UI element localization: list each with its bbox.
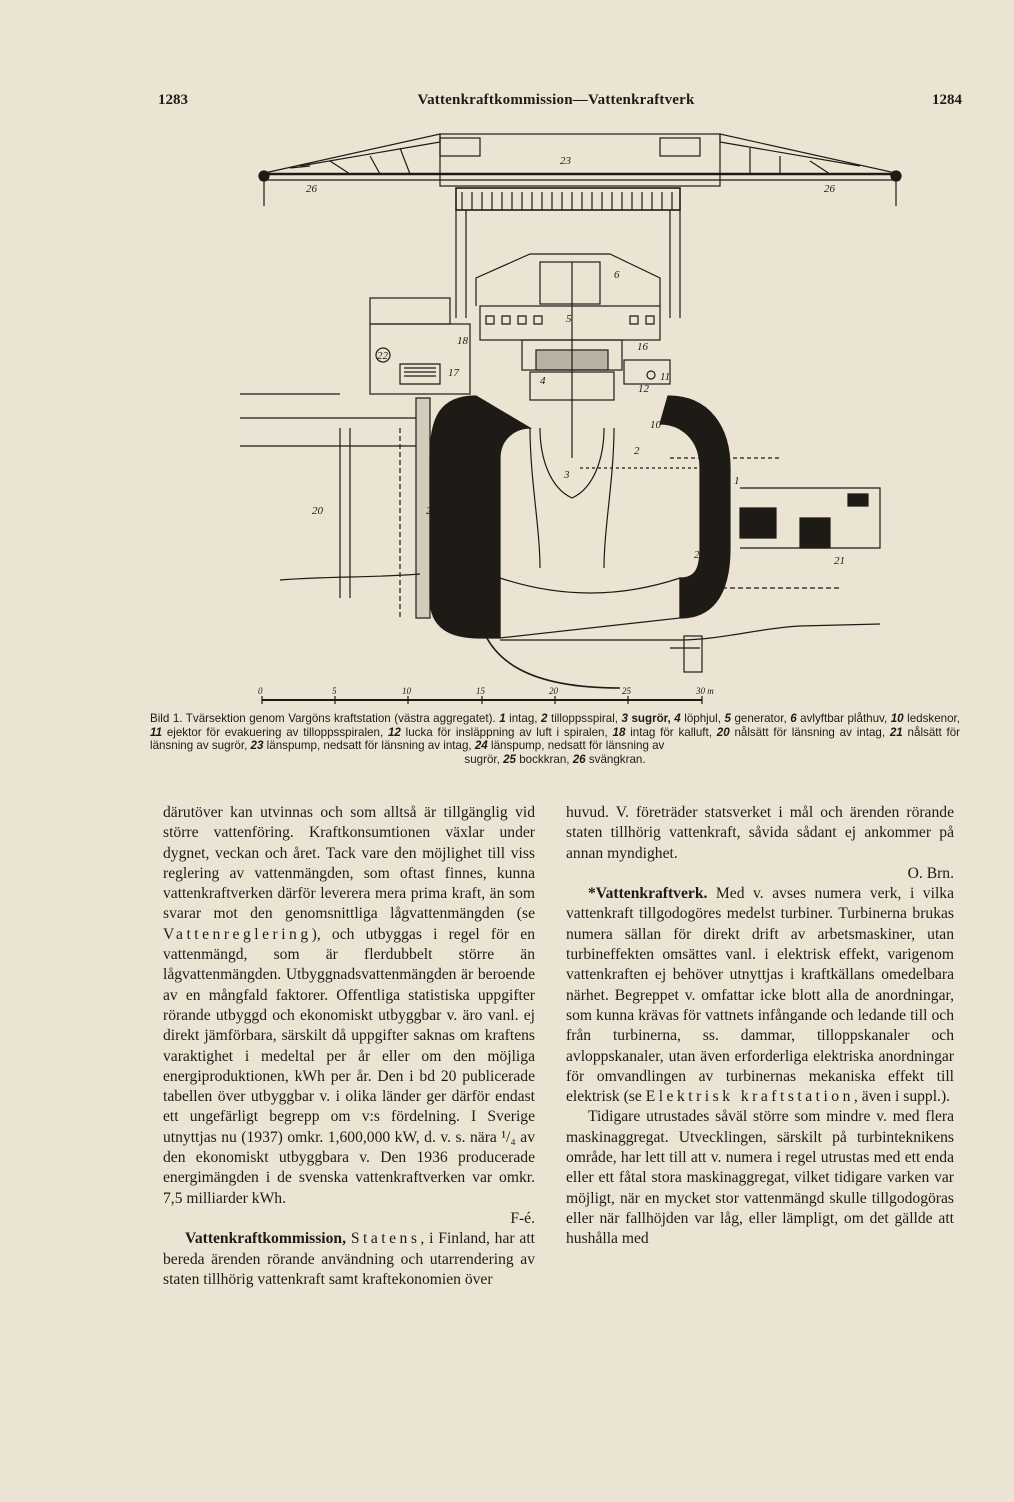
body-text: ), och utbyggas i regel för en vattenmängd, som är flerdubbelt större än lågvattenmängden. Utbyggnadsvattenmängden är beroende av en mångfald faktorer. Offentliga statistiska uppgifter rörande utbyggd och ekonomiskt utbyggbar v. äro vanl. ej direkt jämförbara, särskilt då uppgifter saknas om kraftens varaktighet i medeltal per år eller om den möjliga energiproduktionen, kWh per år. Den i bd 20 publicerade tabellen över utbyggbar v. i olika länder ger därför endast ett ungefärligt begrepp om v:s fördelning. I Sverige utnyttjas nu (1937) omkr. 1,600,000 kW, d. v. s. nära — [163, 925, 535, 1146]
running-header — [150, 90, 962, 114]
scale-label-15: 15 — [476, 686, 485, 696]
caption-text: Tvärsektion genom Vargöns kraftstation (västra aggregatet). — [182, 712, 500, 725]
caption-text: länspump, nedsatt för länsning av — [487, 739, 665, 753]
entry-qualifier: Statens — [350, 1230, 421, 1248]
label-1: 1 — [734, 475, 740, 487]
label-10: 10 — [650, 419, 661, 431]
label-18: 18 — [457, 335, 468, 347]
body-text: huvud. V. företräder statsverket i mål och ärenden rörande staten tillhörig vattenkraft, såvida sådant ej ankommer på annan myndighet. — [566, 804, 954, 862]
caption-text: ejektor för evakuering av tilloppsspiralen, — [162, 725, 388, 739]
caption-figure-number: Bild 1. — [150, 712, 183, 725]
cross-reference-elektrisk-kraftstation: Elektrisk kraftstation — [645, 1088, 854, 1106]
body-text: Med v. avses numera verk, i vilka vattenkraft tillgodogöres medelst turbiner. Turbinerna brukas numera sällan för direkt drift av arbetsmaskiner, utan turbineffekten omsättes vanl. i elektrisk effekt, varigenom vattenkraften ej behöver utnyttjas i kraftkällans omedelbara närhet. Begreppet v. omfattar icke blott alla de anordningar, som kunna krävas för vattnets infångande och ledande till och från turbinerna, ss. dammar, tilloppskanaler och avloppskanaler, utan även erforderliga elektriska anordningar för omvandlingen av turbinernas mekaniska effekt till elektrisk (se — [566, 885, 954, 1106]
paragraph-continuation — [566, 803, 954, 884]
running-title: Vattenkraftkommission—Vattenkraftverk — [417, 92, 695, 108]
label-23-crane: 23 — [560, 155, 571, 167]
caption-num: 10 — [890, 712, 904, 725]
caption-text: intag, — [505, 712, 542, 725]
caption-text: länspump, nedsatt för länsning av intag, — [263, 739, 475, 753]
caption-text: avlyftbar plåthuv, — [796, 712, 891, 725]
label-4: 4 — [540, 375, 546, 387]
caption-num: 23 — [250, 739, 264, 753]
caption-num: 1 — [499, 712, 506, 725]
cross-reference-vattenreglering: Vattenreglering — [163, 925, 312, 943]
caption-num: 20 — [716, 725, 730, 739]
caption-num: 12 — [387, 725, 401, 739]
caption-num: 5 — [724, 712, 731, 725]
caption-text: bockkran, — [516, 752, 573, 766]
caption-num: 24 — [474, 739, 488, 753]
caption-text: löphjul, — [680, 712, 725, 725]
body-text: därutöver kan utvinnas och som alltså är tillgänglig vid större vattenföring. Kraftkonsumtionen växlar under dygnet, veckan och året. Tack vare den möjlighet till viss reglering av vattenmängden, som oftast finnes, kunna vattenkraftverken därför leverera mera prima kraft, än som svarar mot den genomsnittliga lågvattenmängden (se — [163, 804, 535, 923]
label-12: 12 — [638, 383, 649, 395]
fraction-quarter: ¹/₄ — [501, 1128, 516, 1146]
caption-text: ledskenor, — [903, 712, 960, 725]
body-text: Tidigare utrustades såväl större som mindre v. med flera maskinaggregat. Utvecklingen, särskilt på turbinteknikens område, har lett till att v. numera i regel utrustas med ett enda eller ett fåtal stora maskinaggregat, vilket tidigare varken var möjligt, när en mycket stor vattenmängd skulle tillgodogöras eller när fallhöjden var låg, eller lämpligt, om det gällde att hushålla med — [566, 1108, 954, 1248]
label-20: 20 — [312, 505, 323, 517]
entry-headword: Vattenkraftkommission, — [185, 1230, 347, 1248]
right-text-column — [566, 803, 954, 1250]
label-9: 9 — [488, 415, 494, 427]
label-26-left: 26 — [306, 183, 317, 195]
caption-num: 2 — [541, 712, 548, 725]
caption-num: 4 — [674, 712, 681, 725]
figure-caption — [150, 712, 960, 766]
author-signature: O. Brn. — [907, 864, 954, 882]
caption-text: lucka för insläppning av luft i spiralen, — [400, 725, 613, 739]
caption-num: 18 — [612, 725, 626, 739]
label-11: 11 — [660, 371, 671, 383]
body-text: , även i suppl.). — [853, 1088, 951, 1106]
label-26-right: 26 — [824, 183, 835, 195]
label-16: 16 — [637, 341, 648, 353]
page-number-left: 1283 — [158, 92, 188, 108]
scale-label-0: 0 — [258, 686, 263, 696]
caption-num: 6 — [790, 712, 797, 725]
caption-text: intag för kalluft, — [625, 725, 717, 739]
label-3: 3 — [564, 469, 570, 481]
entry-headword: *Vattenkraftverk. — [588, 885, 708, 903]
scale-label-5: 5 — [332, 686, 337, 696]
label-5: 5 — [566, 313, 572, 325]
label-6: 6 — [614, 269, 620, 281]
scale-label-25: 25 — [622, 686, 631, 696]
power-station-cross-section-figure — [240, 128, 920, 708]
caption-num: 25 — [503, 752, 516, 766]
author-signature: F-é. — [510, 1209, 535, 1227]
caption-text: tilloppsspiral, — [547, 712, 622, 725]
label-21: 21 — [834, 555, 845, 567]
water-passage-drawing — [340, 396, 880, 688]
label-24: 24 — [694, 549, 705, 561]
scale-label-10: 10 — [402, 686, 411, 696]
scale-label-20: 20 — [549, 686, 558, 696]
page-number-right: 1284 — [932, 92, 962, 108]
caption-text: svängkran. — [585, 752, 646, 766]
cross-section-drawing — [240, 128, 920, 708]
caption-text: generator, — [730, 712, 791, 725]
paragraph-water-supply — [163, 803, 535, 1229]
entry-vattenkraftkommission — [163, 1229, 535, 1290]
paragraph-machine-units — [566, 1107, 954, 1249]
caption-text: sugrör, — [627, 712, 675, 725]
scale-label-30: 30 m — [696, 686, 714, 696]
caption-text: nålsätt för länsning av intag, — [729, 725, 890, 739]
body-text: , i Finland, har att bereda ärenden rörande användning och utarrendering av staten tillhörig vattenkraft samt kraftekonomien över — [163, 1230, 536, 1288]
caption-text: sugrör, — [464, 752, 504, 766]
label-2: 2 — [634, 445, 640, 457]
caption-num: 3 — [621, 712, 628, 725]
caption-num: 26 — [572, 752, 586, 766]
ground-line-drawing — [240, 394, 880, 672]
caption-num: 11 — [150, 725, 163, 739]
label-22: 22 — [377, 350, 388, 362]
left-text-column — [163, 803, 535, 1290]
entry-vattenkraftverk — [566, 884, 954, 1107]
body-text: av den ekonomiskt utbyggbara v. Den 1936 producerade energimängden i de svenska vattenkraftverken var omkr. 7,5 milliarder kWh. — [163, 1128, 535, 1207]
label-17: 17 — [448, 367, 459, 379]
crane-drawing — [259, 134, 901, 318]
scale-bar — [262, 696, 702, 704]
label-23-pump: 23 — [426, 505, 437, 517]
caption-num: 21 — [889, 725, 903, 739]
caption-last-line — [150, 753, 960, 767]
caption-text: nålsätt för länsning av sugrör, — [150, 725, 961, 753]
